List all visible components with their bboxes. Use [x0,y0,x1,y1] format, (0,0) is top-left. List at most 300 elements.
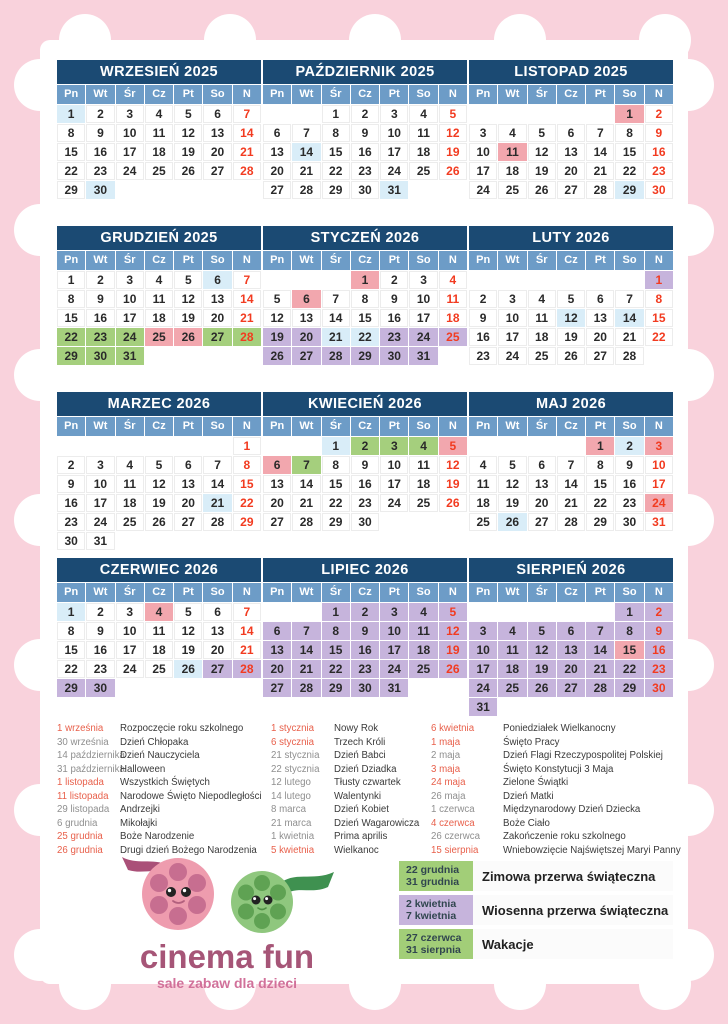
holiday-item [57,736,271,750]
holiday-name: Narodowe Święto Niepodległości [120,790,262,802]
weekday-label: So [409,417,437,436]
day-cell: 4 [498,622,526,640]
day-cell: 8 [615,124,643,142]
day-cell: 20 [528,494,556,512]
weekday-label: N [439,251,467,270]
holiday-date: 11 listopada [57,790,109,802]
holiday-date: 31 października [57,763,125,775]
day-cell [86,437,114,455]
day-cell: 8 [57,622,85,640]
month-title: CZERWIEC 2026 [57,558,261,582]
day-cell: 26 [174,660,202,678]
pink-reel-icon [142,858,214,930]
weekday-label: N [233,251,261,270]
holiday-item [57,776,271,790]
day-cell [469,437,497,455]
holiday-date: 21 marca [271,817,312,829]
weekday-label: Wt [86,251,114,270]
day-cell [615,698,643,716]
day-cell: 7 [322,290,350,308]
day-cell: 4 [145,271,173,289]
weekday-label: Pn [263,583,291,602]
day-cell [292,603,320,621]
day-cell: 26 [439,162,467,180]
break-dates [399,861,473,891]
day-cell: 19 [439,143,467,161]
logo-title: cinema fun [139,938,315,975]
day-cell: 19 [174,641,202,659]
day-cell: 14 [233,622,261,640]
months-grid [57,60,673,724]
day-cell: 11 [145,290,173,308]
day-cell [145,437,173,455]
day-cell: 6 [557,124,585,142]
day-cell: 20 [203,641,231,659]
holiday-name: Tłusty czwartek [334,777,401,788]
day-cell: 13 [174,475,202,493]
day-cell: 12 [528,641,556,659]
day-cell: 5 [439,437,467,455]
day-cell: 7 [557,456,585,474]
day-cell [233,532,261,550]
day-cell: 12 [174,124,202,142]
day-cell: 4 [145,603,173,621]
day-cell: 3 [469,622,497,640]
holiday-item [431,817,677,831]
weekday-label: Cz [145,583,173,602]
holiday-date: 15 sierpnia [431,844,479,856]
day-cell: 31 [469,698,497,716]
weekday-header-row [57,251,261,270]
day-cell: 23 [86,660,114,678]
day-cell: 29 [233,513,261,531]
holiday-date: 14 lutego [271,790,311,802]
holiday-column [431,722,681,857]
day-cell: 25 [409,494,437,512]
day-cell: 1 [322,603,350,621]
day-cell: 14 [233,290,261,308]
day-cell: 20 [586,328,614,346]
month-title: LUTY 2026 [469,226,673,250]
day-cell: 13 [292,309,320,327]
day-cell: 1 [615,603,643,621]
day-cell: 15 [615,143,643,161]
weekday-label: So [203,417,231,436]
day-cell [586,698,614,716]
day-cell: 8 [615,622,643,640]
holiday-date: 1 września [57,723,104,734]
day-cell: 28 [615,347,643,365]
day-cell: 7 [586,622,614,640]
day-cell: 2 [469,290,497,308]
day-cell [528,271,556,289]
day-cell: 13 [263,143,291,161]
day-cell: 19 [528,660,556,678]
break-end-date: 31 grudnia [406,876,460,888]
day-cell: 25 [469,513,497,531]
day-cell: 27 [203,162,231,180]
day-cell: 4 [145,105,173,123]
holiday-name: Wielkanoc [334,844,379,856]
day-cell: 2 [86,271,114,289]
month-days [263,603,467,697]
day-cell: 29 [615,679,643,697]
holiday-date: 22 stycznia [271,763,320,775]
holiday-item [57,749,271,763]
holiday-name: Dzień Dziadka [334,763,397,775]
holiday-name: Andrzejki [120,804,160,815]
day-cell: 30 [380,347,408,365]
weekday-label: Pt [380,85,408,104]
weekday-label: Pt [586,251,614,270]
weekday-label: Pn [469,251,497,270]
holiday-item [57,803,271,817]
day-cell: 18 [409,143,437,161]
holiday-name: Halloween [120,763,166,775]
weekday-label: Cz [557,251,585,270]
day-cell: 23 [86,328,114,346]
day-cell: 28 [292,679,320,697]
holiday-date: 30 września [57,736,109,748]
breaks-legend [399,861,673,963]
day-cell: 26 [439,494,467,512]
day-cell: 3 [116,105,144,123]
day-cell: 4 [439,271,467,289]
day-cell [203,437,231,455]
day-cell: 28 [233,162,261,180]
day-cell: 26 [439,660,467,678]
day-cell: 12 [439,124,467,142]
day-cell: 12 [557,309,585,327]
day-cell: 25 [528,347,556,365]
day-cell: 25 [145,328,173,346]
month-block [469,60,673,226]
day-cell: 3 [380,437,408,455]
day-cell: 2 [86,105,114,123]
day-cell: 12 [528,143,556,161]
weekday-header-row [263,251,467,270]
day-cell: 6 [203,271,231,289]
weekday-label: N [439,85,467,104]
holiday-date: 4 czerwca [431,817,475,829]
holiday-item [57,763,271,777]
month-days [469,437,673,531]
day-cell: 14 [203,475,231,493]
day-cell: 15 [351,309,379,327]
day-cell: 22 [615,660,643,678]
holiday-name: Zielone Świątki [503,777,569,788]
day-cell [557,105,585,123]
weekday-header-row [469,417,673,436]
day-cell: 22 [233,494,261,512]
day-cell: 1 [322,105,350,123]
day-cell: 25 [145,660,173,678]
day-cell: 15 [233,475,261,493]
month-title: STYCZEŃ 2026 [263,226,467,250]
day-cell: 10 [409,290,437,308]
holiday-date: 24 maja [431,777,466,788]
day-cell: 26 [498,513,526,531]
day-cell: 6 [263,622,291,640]
day-cell: 24 [409,328,437,346]
weekday-label: Pn [57,251,85,270]
month-days [263,437,467,531]
day-cell: 2 [645,105,673,123]
holiday-date: 29 listopada [57,804,110,815]
holiday-date: 26 grudnia [57,844,103,856]
day-cell: 19 [174,143,202,161]
weekday-label: Cz [351,583,379,602]
day-cell: 1 [351,271,379,289]
day-cell: 16 [380,309,408,327]
break-dates [399,929,473,959]
day-cell: 7 [292,124,320,142]
day-cell: 15 [57,143,85,161]
day-cell: 6 [203,105,231,123]
day-cell [116,181,144,199]
holiday-name: Wniebowzięcie Najświętszej Maryi Panny [503,844,681,856]
day-cell: 7 [233,271,261,289]
break-end-date: 31 sierpnia [406,944,461,956]
day-cell: 13 [263,475,291,493]
day-cell [528,603,556,621]
day-cell: 29 [57,347,85,365]
day-cell: 2 [380,271,408,289]
day-cell: 23 [351,162,379,180]
holiday-legend [57,722,681,857]
day-cell: 18 [498,660,526,678]
day-cell [439,679,467,697]
weekday-header-row [57,417,261,436]
day-cell: 14 [557,475,585,493]
day-cell: 7 [233,603,261,621]
weekday-label: Pn [57,85,85,104]
holiday-item [271,817,431,831]
day-cell: 30 [57,532,85,550]
day-cell [528,698,556,716]
day-cell: 3 [116,603,144,621]
weekday-label: N [233,583,261,602]
day-cell [409,513,437,531]
weekday-label: Pn [263,417,291,436]
day-cell: 25 [439,328,467,346]
day-cell: 27 [528,513,556,531]
day-cell: 11 [116,475,144,493]
day-cell: 19 [498,494,526,512]
holiday-item [431,803,677,817]
weekday-label: N [439,417,467,436]
day-cell: 24 [86,513,114,531]
day-cell: 12 [439,456,467,474]
day-cell: 15 [615,641,643,659]
day-cell: 29 [322,513,350,531]
day-cell: 16 [86,641,114,659]
day-cell: 16 [86,143,114,161]
day-cell: 1 [586,437,614,455]
day-cell: 7 [292,622,320,640]
holiday-name: Międzynarodowy Dzień Dziecka [503,804,641,815]
day-cell: 6 [203,603,231,621]
day-cell: 18 [145,309,173,327]
weekday-label: Cz [557,583,585,602]
day-cell: 10 [116,124,144,142]
day-cell: 10 [498,309,526,327]
day-cell [116,679,144,697]
day-cell: 8 [645,290,673,308]
day-cell: 4 [409,603,437,621]
day-cell: 16 [57,494,85,512]
weekday-label: Pn [469,417,497,436]
day-cell: 22 [57,660,85,678]
day-cell: 14 [292,641,320,659]
holiday-date: 2 maja [431,750,461,761]
weekday-label: Wt [498,583,526,602]
month-days [57,437,261,550]
holiday-item [57,722,271,736]
day-cell: 14 [322,309,350,327]
day-cell [586,271,614,289]
holiday-item [271,763,431,777]
day-cell: 10 [380,456,408,474]
day-cell: 8 [351,290,379,308]
day-cell: 17 [380,641,408,659]
day-cell: 3 [469,124,497,142]
day-cell: 20 [557,162,585,180]
day-cell: 16 [351,475,379,493]
day-cell: 23 [615,494,643,512]
day-cell: 7 [292,456,320,474]
day-cell [263,603,291,621]
weekday-label: Śr [116,417,144,436]
day-cell: 11 [145,124,173,142]
day-cell [528,105,556,123]
day-cell: 1 [57,271,85,289]
day-cell: 28 [233,328,261,346]
holiday-name: Poniedziałek Wielkanocny [503,723,616,734]
day-cell: 3 [498,290,526,308]
day-cell: 6 [174,456,202,474]
day-cell: 10 [116,622,144,640]
holiday-item [431,722,677,736]
day-cell: 29 [586,513,614,531]
month-title: MAJ 2026 [469,392,673,416]
day-cell: 22 [322,660,350,678]
holiday-date: 1 stycznia [271,723,315,734]
day-cell [145,532,173,550]
day-cell: 30 [351,513,379,531]
weekday-label: Wt [292,85,320,104]
weekday-label: Śr [116,251,144,270]
weekday-label: Wt [498,417,526,436]
day-cell: 3 [409,271,437,289]
day-cell [498,271,526,289]
day-cell: 7 [586,124,614,142]
holiday-name: Mikołajki [120,817,158,829]
day-cell: 21 [586,162,614,180]
month-block [263,392,467,558]
day-cell [528,437,556,455]
day-cell: 21 [586,660,614,678]
green-reel-icon [231,871,293,933]
day-cell: 21 [322,328,350,346]
day-cell: 26 [174,328,202,346]
day-cell: 19 [439,475,467,493]
day-cell: 31 [86,532,114,550]
day-cell: 18 [116,494,144,512]
day-cell: 10 [645,456,673,474]
holiday-date: 25 grudnia [57,831,103,842]
day-cell: 23 [351,494,379,512]
day-cell: 12 [498,475,526,493]
day-cell [203,532,231,550]
day-cell: 28 [233,660,261,678]
month-days [57,105,261,199]
day-cell [116,437,144,455]
day-cell [469,603,497,621]
day-cell [439,513,467,531]
month-days [469,105,673,199]
day-cell [439,181,467,199]
day-cell: 22 [57,328,85,346]
day-cell [409,679,437,697]
day-cell: 28 [292,181,320,199]
day-cell: 14 [615,309,643,327]
edge-bubble [204,14,256,66]
weekday-label: So [203,251,231,270]
edge-bubble [349,14,401,66]
day-cell: 19 [174,309,202,327]
weekday-label: Pn [469,583,497,602]
day-cell [645,698,673,716]
break-label: Wakacje [482,936,534,952]
day-cell: 23 [86,162,114,180]
day-cell [145,347,173,365]
weekday-label: Wt [86,417,114,436]
day-cell [409,181,437,199]
day-cell: 25 [409,660,437,678]
weekday-label: So [203,583,231,602]
holiday-date: 5 kwietnia [271,844,315,856]
day-cell: 17 [380,143,408,161]
month-days [57,603,261,697]
day-cell: 25 [116,513,144,531]
day-cell: 18 [469,494,497,512]
holiday-item [431,790,677,804]
day-cell: 23 [57,513,85,531]
weekday-label: N [645,583,673,602]
day-cell: 16 [615,475,643,493]
holiday-name: Nowy Rok [334,723,379,734]
day-cell: 27 [174,513,202,531]
day-cell: 5 [528,622,556,640]
day-cell: 16 [86,309,114,327]
weekday-label: So [615,583,643,602]
weekday-label: Wt [498,85,526,104]
day-cell: 21 [615,328,643,346]
day-cell: 9 [86,290,114,308]
day-cell: 13 [586,309,614,327]
day-cell: 3 [86,456,114,474]
weekday-label: Pt [380,417,408,436]
day-cell: 5 [528,124,556,142]
day-cell: 17 [498,328,526,346]
day-cell [116,532,144,550]
weekday-label: Pt [380,583,408,602]
break-item [399,929,673,959]
day-cell: 6 [292,290,320,308]
day-cell: 11 [498,143,526,161]
day-cell: 2 [351,105,379,123]
